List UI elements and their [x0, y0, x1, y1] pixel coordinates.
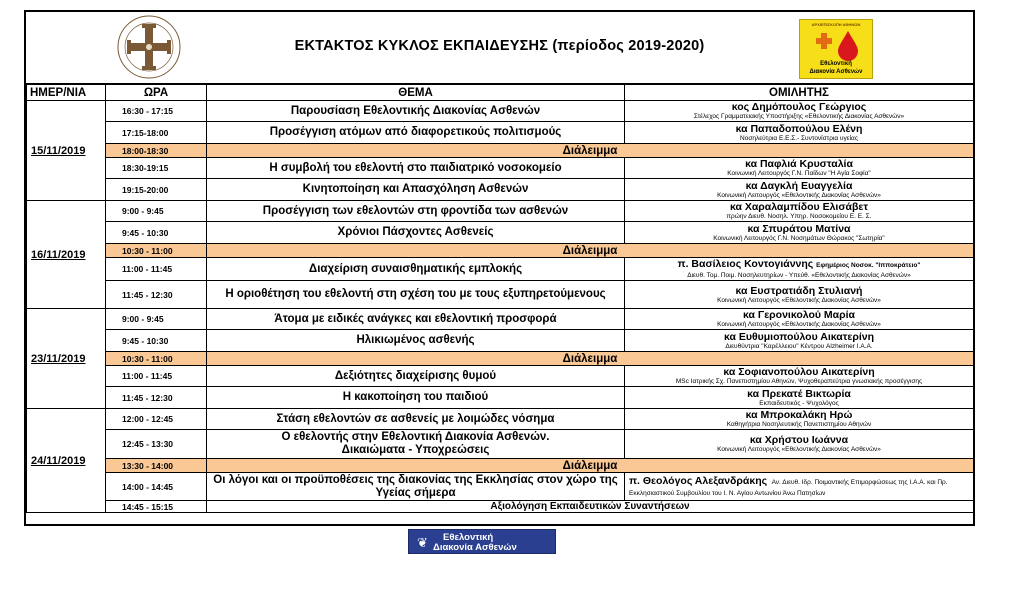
time-cell: 16:30 - 17:15	[106, 101, 207, 122]
date-cell: 16/11/2019	[27, 201, 106, 309]
time-cell: 11:45 - 12:30	[106, 281, 207, 309]
table-row	[27, 179, 974, 201]
speaker-role: Στέλεχος Γραμματειακής Υποστήριξης «Εθελοντικής Διακονίας Ασθενών»	[693, 113, 905, 120]
speaker-name: κα Ευθυμιοπούλου Αικατερίνη	[723, 330, 875, 343]
speaker-role: πρώην Διευθ. Νοσηλ. Υπηρ. Νοσοκομείου Ε. Ε. Σ.	[726, 213, 872, 220]
table-row	[27, 222, 974, 244]
speaker-cell	[625, 387, 974, 409]
table-row	[27, 201, 974, 222]
speaker-role: Εκπαιδευτικός - Ψυχολόγος	[759, 399, 839, 407]
speaker-role: Κοινωνική Λειτουργός «Εθελοντικής Διακονίας Ασθενών»	[717, 321, 881, 328]
speaker-name: κα Μπροκαλάκη Ηρώ	[745, 409, 853, 421]
evaluation-label: Αξιολόγηση Εκπαιδευτικών Συναντήσεων	[207, 501, 974, 513]
table-row	[27, 366, 974, 387]
time-cell: 10:30 - 11:00	[106, 244, 207, 258]
time-cell: 17:15-18:00	[106, 122, 207, 144]
topic-cell: Δεξιότητες διαχείρισης θυμού	[207, 366, 625, 387]
break-label: Διάλειμμα	[207, 144, 974, 158]
speaker-note: Εφημέριος Νοσοκ. "Ιπποκράτειο"	[816, 262, 921, 269]
table-row	[27, 101, 974, 122]
ngo-logo-line2: Διακονία Ασθενών	[809, 69, 863, 75]
topic-line-2: Δικαιώματα - Υποχρεώσεις	[341, 444, 490, 456]
time-cell: 10:30 - 11:00	[106, 352, 207, 366]
topic-cell: Στάση εθελοντών σε ασθενείς με λοιμώδες νόσημα	[207, 409, 625, 430]
speaker-name-text: π. Βασίλειος Κοντογιάννης	[677, 258, 814, 270]
break-label: Διάλειμμα	[207, 244, 974, 258]
column-header-speakers: ΟΜΙΛΗΤΗΣ	[625, 85, 974, 101]
table-row	[27, 309, 974, 330]
topic-line-1: Ο εθελοντής στην Εθελοντική Διακονία Ασθενών.	[281, 431, 550, 443]
speaker-cell	[625, 101, 974, 122]
time-cell: 14:45 - 15:15	[106, 501, 207, 513]
table-row	[27, 473, 974, 501]
column-header-time: ΩΡΑ	[106, 85, 207, 101]
column-header-date: ΗΜΕΡ/ΝΙΑ	[27, 85, 106, 101]
schedule-table	[26, 84, 974, 513]
table-row	[27, 258, 974, 281]
topic-cell	[207, 430, 625, 459]
time-cell: 9:00 - 9:45	[106, 201, 207, 222]
time-cell: 12:45 - 13:30	[106, 430, 207, 459]
document-header	[26, 12, 973, 84]
speaker-name	[625, 258, 973, 272]
speaker-name: κα Γερονικολού Μαρία	[743, 309, 855, 321]
topic-cell: Η συμβολή του εθελοντή στο παιδιατρικό νοσοκομείο	[207, 158, 625, 179]
footer-logo-line2: Διακονία Ασθενών	[433, 542, 517, 553]
speaker-role: Κοινωνική Λειτουργός Γ.Ν. Παίδων "Η Αγία Σοφία"	[727, 170, 871, 177]
speaker-name: κα Παπαδοπούλου Ελένη	[735, 122, 863, 135]
speaker-cell	[625, 258, 974, 281]
table-row	[27, 158, 974, 179]
topic-cell: Η οριοθέτηση του εθελοντή στη σχέση του με τους εξυπηρετούμενους	[207, 281, 625, 309]
speaker-name: κος Δημόπουλος Γεώργιος	[731, 101, 867, 113]
break-label: Διάλειμμα	[207, 459, 974, 473]
time-cell: 9:45 - 10:30	[106, 330, 207, 352]
speaker-name: κα Σοφιανοπούλου Αικατερίνη	[723, 366, 875, 378]
break-row	[27, 459, 974, 473]
break-row	[27, 352, 974, 366]
speaker-role: Κοινωνική Λειτουργός «Εθελοντικής Διακονίας Ασθενών»	[717, 191, 881, 199]
table-row	[27, 430, 974, 459]
column-header-topic: ΘΕΜΑ	[207, 85, 625, 101]
speaker-role: Διευθ. Τομ. Ποιμ. Νοσηλευτηρίων - Υπεύθ. «Εθελοντικής Διακονίας Ασθενών»	[687, 272, 911, 279]
table-header-row	[27, 85, 974, 101]
blood-drop-cross-icon	[810, 29, 864, 61]
break-label: Διάλειμμα	[207, 352, 974, 366]
date-cell: 15/11/2019	[27, 101, 106, 201]
time-cell: 9:00 - 9:45	[106, 309, 207, 330]
speaker-role: Αν. Διευθ. Ιδρ. Ποιμαντικής Επιμορφώσεως της Ι.Α.Α. και Πρ. Εκκλησιαστικού Συμβουλίου του Ι. Ν. Αγίου Αντωνίου Άνω Πατησίων	[629, 478, 948, 497]
topic-cell: Άτομα με ειδικές ανάγκες και εθελοντική προσφορά	[207, 309, 625, 330]
time-cell: 18:30-19:15	[106, 158, 207, 179]
table-row	[27, 281, 974, 309]
hands-heart-icon: ❦	[417, 535, 428, 550]
speaker-name: κα Πρεκατέ Βικτωρία	[747, 387, 851, 400]
ngo-logo-line1: Εθελοντική	[820, 61, 852, 67]
speaker-role: Διευθύντρια "Καρέλλειου" Κέντρου Alzheimer Ι.Α.Α.	[725, 342, 873, 350]
time-cell: 9:45 - 10:30	[106, 222, 207, 244]
time-cell: 13:30 - 14:00	[106, 459, 207, 473]
topic-cell: Διαχείριση συναισθηματικής εμπλοκής	[207, 258, 625, 281]
speaker-name: κα Χαραλαμπίδου Ελισάβετ	[729, 201, 869, 213]
speaker-cell	[625, 309, 974, 330]
speaker-cell	[625, 473, 974, 501]
break-row	[27, 244, 974, 258]
speaker-cell	[625, 179, 974, 201]
topic-cell: Προσέγγιση των εθελοντών στη φροντίδα των ασθενών	[207, 201, 625, 222]
speaker-cell	[625, 409, 974, 430]
speaker-role: Καθηγήτρια Νοσηλευτικής Πανεπιστημίου Αθηνών	[726, 421, 872, 428]
speaker-cell	[625, 430, 974, 459]
document-title: ΕΚΤΑΚΤΟΣ ΚΥΚΛΟΣ ΕΚΠΑΙΔΕΥΣΗΣ (περίοδος 2019-2020)	[294, 38, 705, 54]
topic-cell: Χρόνιοι Πάσχοντες Ασθενείς	[207, 222, 625, 244]
speaker-name: κα Χρήστου Ιωάννα	[749, 434, 849, 446]
speaker-role: Νοσηλεύτρια Ε.Ε.Σ.- Συντονίστρια υγείας	[740, 134, 858, 142]
topic-cell: Ηλικιωμένος ασθενής	[207, 330, 625, 352]
speaker-role: MSc Ιατρικής Σχ. Πανεπιστημίου Αθηνών, Ψυχοθεραπεύτρια γνωσιακής προσέγγισης	[675, 378, 923, 385]
date-cell: 24/11/2019	[27, 409, 106, 513]
topic-cell: Κινητοποίηση και Απασχόληση Ασθενών	[207, 179, 625, 201]
time-cell: 18:00-18:30	[106, 144, 207, 158]
time-cell: 11:45 - 12:30	[106, 387, 207, 409]
time-cell: 12:00 - 12:45	[106, 409, 207, 430]
speaker-role: Κοινωνική Λειτουργός Γ.Ν. Νοσημάτων Θώρακος "Σωτηρία"	[713, 234, 885, 242]
table-row	[27, 330, 974, 352]
schedule-document	[24, 10, 975, 526]
topic-cell: Οι λόγοι και οι προϋποθέσεις της διακονίας της Εκκλησίας στον χώρο της Υγείας σήμερα	[207, 473, 625, 501]
speaker-cell	[625, 281, 974, 309]
speaker-cell	[625, 222, 974, 244]
topic-cell: Η κακοποίηση του παιδιού	[207, 387, 625, 409]
speaker-name: κα Σπυράτου Ματίνα	[747, 222, 851, 235]
time-cell: 14:00 - 14:45	[106, 473, 207, 501]
table-row	[27, 409, 974, 430]
date-cell: 23/11/2019	[27, 309, 106, 409]
ngo-logo	[799, 19, 873, 79]
speaker-cell	[625, 122, 974, 144]
footer-ngo-logo	[408, 529, 556, 554]
table-row	[27, 501, 974, 513]
footer-logo-line1: Εθελοντική	[443, 532, 494, 543]
time-cell: 19:15-20:00	[106, 179, 207, 201]
topic-cell: Παρουσίαση Εθελοντικής Διακονίας Ασθενών	[207, 101, 625, 122]
speaker-cell	[625, 366, 974, 387]
speaker-name: κα Παφλιά Κρυσταλία	[745, 158, 853, 170]
speaker-role: Κοινωνική Λειτουργός «Εθελοντικής Διακονίας Ασθενών»	[717, 446, 881, 453]
speaker-name: π. Θεολόγος Αλεξανδράκης	[629, 474, 768, 487]
speaker-role: Κοινωνική Λειτουργός «Εθελοντικής Διακονίας Ασθενών»	[717, 296, 881, 304]
table-row	[27, 387, 974, 409]
speaker-name: κα Ευστρατιάδη Στυλιανή	[735, 284, 863, 297]
table-row	[27, 122, 974, 144]
speaker-cell	[625, 330, 974, 352]
speaker-name: κα Δαγκλή Ευαγγελία	[745, 179, 853, 192]
time-cell: 11:00 - 11:45	[106, 258, 207, 281]
topic-cell: Προσέγγιση ατόμων από διαφορετικούς πολιτισμούς	[207, 122, 625, 144]
break-row	[27, 144, 974, 158]
speaker-cell	[625, 201, 974, 222]
ngo-logo-top-text: ΑΡΧΙΕΠΙΣΚΟΠΗ ΑΘΗΝΩΝ	[811, 22, 861, 27]
speaker-cell	[625, 158, 974, 179]
time-cell: 11:00 - 11:45	[106, 366, 207, 387]
